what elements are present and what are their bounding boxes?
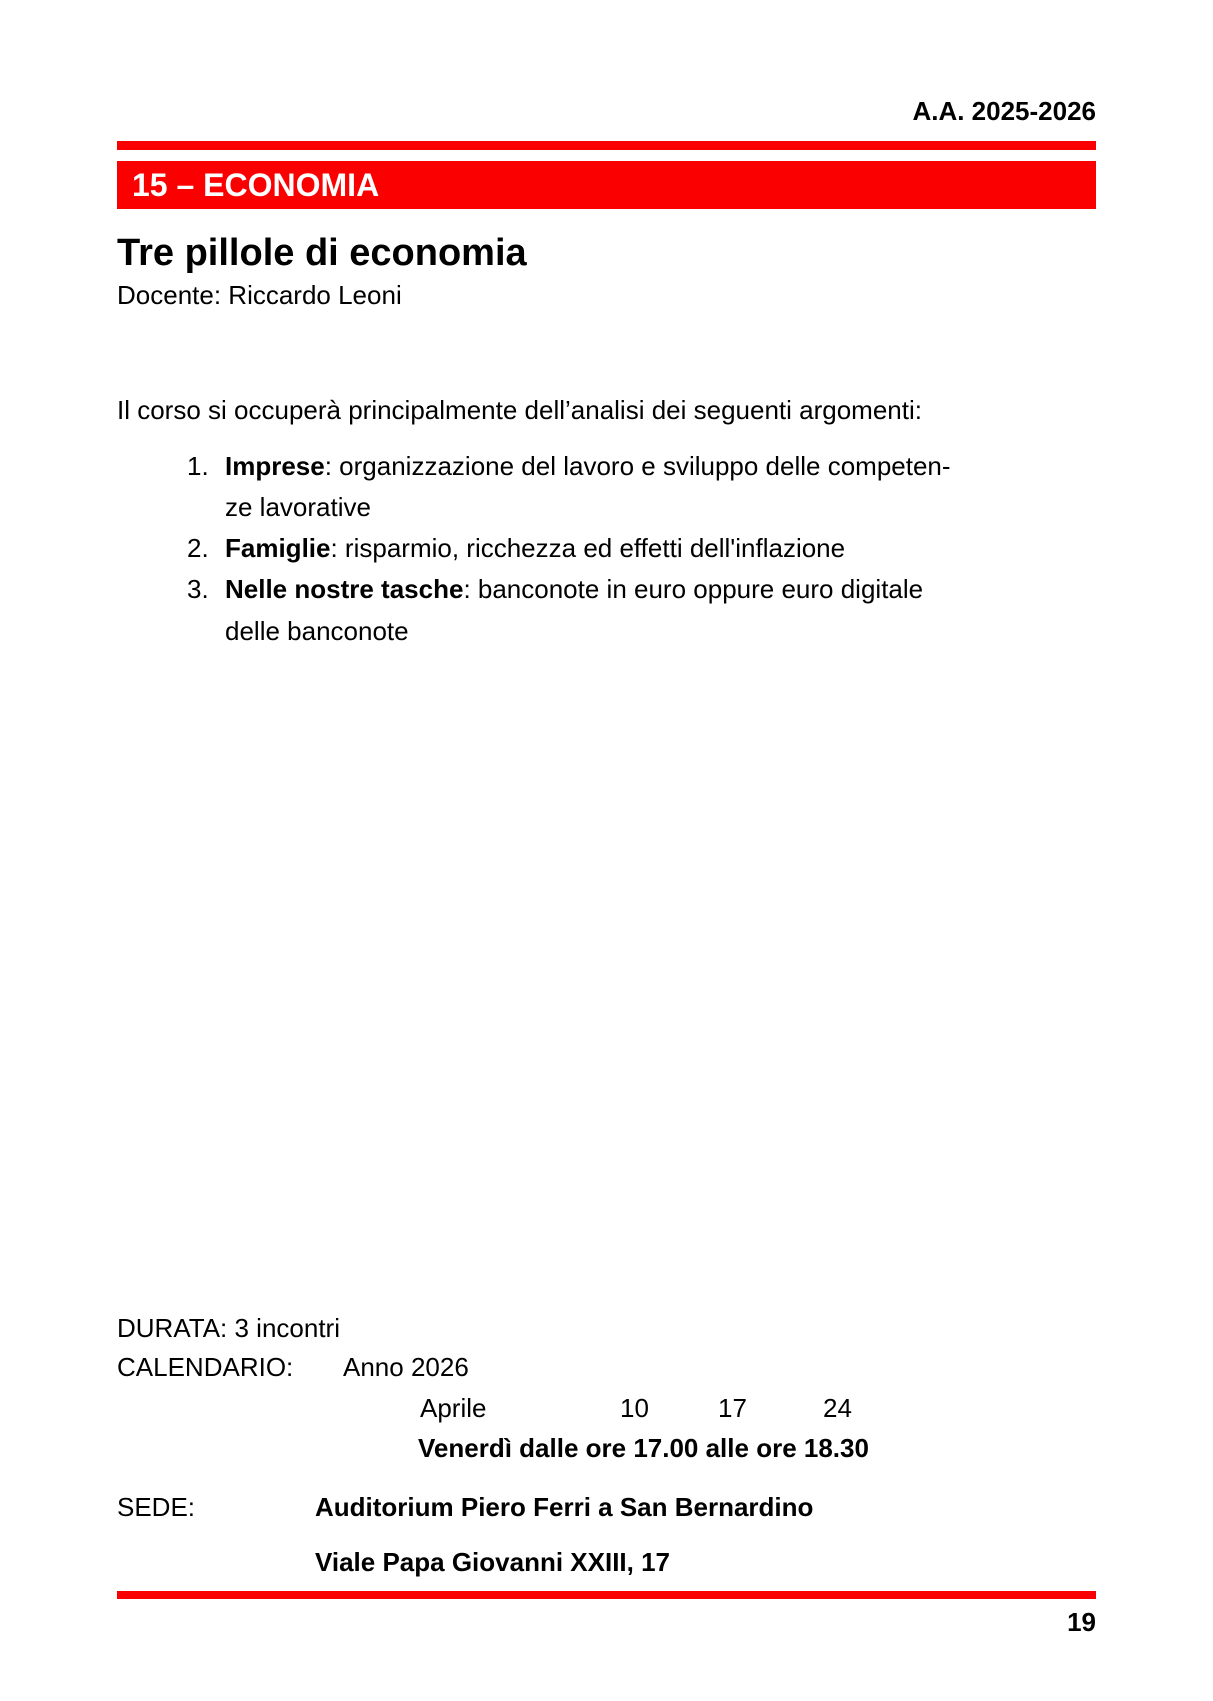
topic-item-1-continuation: ze lavorative <box>225 492 371 522</box>
topic-term: Nelle nostre tasche <box>225 574 464 604</box>
schedule-line: Venerdì dalle ore 17.00 alle ore 18.30 <box>418 1433 869 1463</box>
calendar-day-3: 24 <box>823 1393 852 1423</box>
academic-year: A.A. 2025-2026 <box>912 96 1096 126</box>
calendario-label: CALENDARIO: <box>117 1352 294 1382</box>
bottom-divider <box>117 1591 1096 1599</box>
topic-item-3 <box>187 573 923 606</box>
topic-item-1 <box>187 450 951 483</box>
sede-name: Auditorium Piero Ferri a San Bernardino <box>315 1492 814 1522</box>
durata-line: DURATA: 3 incontri <box>117 1313 340 1343</box>
topic-number: 3. <box>187 574 209 604</box>
top-divider <box>117 141 1096 150</box>
course-docente: Docente: Riccardo Leoni <box>117 280 402 310</box>
section-banner <box>117 161 1096 209</box>
calendar-day-2: 17 <box>718 1393 747 1423</box>
topic-item-3-continuation: delle banconote <box>225 616 409 646</box>
calendar-day-1: 10 <box>620 1393 649 1423</box>
page-number: 19 <box>1067 1607 1096 1637</box>
course-title: Tre pillole di economia <box>117 232 527 274</box>
sede-label: SEDE: <box>117 1492 196 1522</box>
sede-address: Viale Papa Giovanni XXIII, 17 <box>315 1547 671 1577</box>
calendario-value: Anno 2026 <box>343 1352 469 1382</box>
topic-term: Famiglie <box>225 533 331 563</box>
topic-number: 2. <box>187 533 209 563</box>
course-intro: Il corso si occuperà principalmente dell’analisi dei seguenti argomenti: <box>117 395 922 425</box>
calendar-month: Aprile <box>420 1393 487 1423</box>
topic-number: 1. <box>187 451 209 481</box>
topic-item-2 <box>187 532 845 565</box>
topic-text: : risparmio, ricchezza ed effetti dell'inflazione <box>330 533 846 563</box>
topic-term: Imprese <box>225 451 325 481</box>
section-banner-title: 15 – ECONOMIA <box>132 167 380 203</box>
topic-text: : banconote in euro oppure euro digitale <box>463 574 924 604</box>
topic-text: : organizzazione del lavoro e sviluppo delle competen- <box>324 451 951 481</box>
